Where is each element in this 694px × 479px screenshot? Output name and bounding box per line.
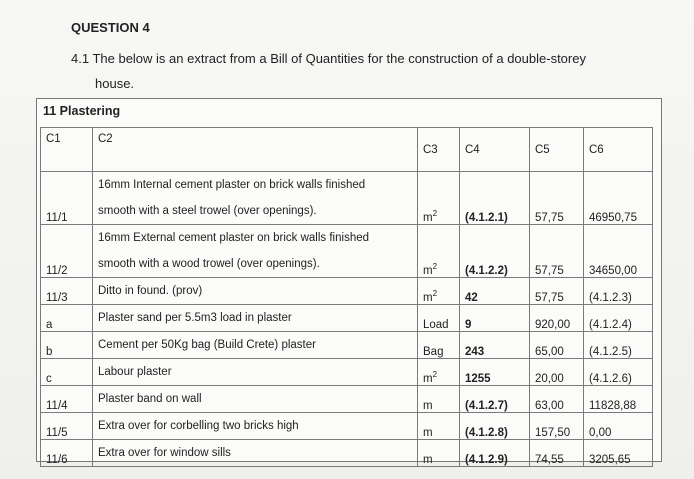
description-cell: Extra over for corbelling two bricks high: [93, 413, 418, 440]
amount-cell: 3205,65: [584, 440, 653, 467]
column-header-c3: C3: [418, 128, 460, 172]
question-intro-line2: house.: [95, 76, 135, 91]
description-cell: Plaster band on wall: [93, 386, 418, 413]
unit-text: m: [423, 427, 433, 439]
question-intro-line1: 4.1 The below is an extract from a Bill of Quantities for the construction of a double-storey: [71, 51, 586, 66]
column-header-c4: C4: [460, 128, 530, 172]
rate-cell: 57,75: [530, 278, 584, 305]
quantity-cell: (4.1.2.9): [460, 440, 530, 467]
unit-text: Load: [423, 319, 449, 331]
unit-text: m: [423, 454, 433, 466]
description-line-2: smooth with a wood trowel (over openings).: [98, 258, 320, 270]
unit-superscript: 2: [432, 262, 438, 272]
unit-cell: [418, 386, 460, 413]
item-code-cell: 11/6: [41, 440, 93, 467]
unit-cell: [418, 225, 460, 278]
column-header-c6: C6: [584, 128, 653, 172]
rate-cell: 157,50: [530, 413, 584, 440]
column-header-c5: C5: [530, 128, 584, 172]
item-code-cell: 11/4: [41, 386, 93, 413]
amount-cell: 0,00: [584, 413, 653, 440]
amount-cell: (4.1.2.3): [584, 278, 653, 305]
table-row: [41, 225, 653, 278]
unit-cell: [418, 172, 460, 225]
column-header-c2: C2: [93, 128, 418, 172]
unit-superscript: 2: [432, 209, 438, 219]
item-code-cell: 11/1: [41, 172, 93, 225]
rate-cell: 57,75: [530, 225, 584, 278]
unit-cell: [418, 413, 460, 440]
quantity-cell: 42: [460, 278, 530, 305]
item-code-cell: 11/3: [41, 278, 93, 305]
description-cell: Plaster sand per 5.5m3 load in plaster: [93, 305, 418, 332]
unit-text: m: [423, 292, 433, 304]
quantity-cell: (4.1.2.2): [460, 225, 530, 278]
rate-cell: 920,00: [530, 305, 584, 332]
item-code-cell: a: [41, 305, 93, 332]
quantity-cell: (4.1.2.1): [460, 172, 530, 225]
table-row: [41, 386, 653, 413]
table-row: [41, 278, 653, 305]
description-line-1: 16mm External cement plaster on brick walls finished: [98, 232, 370, 244]
quantity-cell: (4.1.2.7): [460, 386, 530, 413]
column-header-c1: C1: [41, 128, 93, 172]
description-cell: Extra over for window sills: [93, 440, 418, 467]
unit-cell: [418, 332, 460, 359]
unit-text: m: [423, 400, 433, 412]
table-header-row: [41, 128, 653, 172]
item-code-cell: 11/5: [41, 413, 93, 440]
quantity-cell: 9: [460, 305, 530, 332]
amount-cell: (4.1.2.4): [584, 305, 653, 332]
unit-cell: [418, 359, 460, 386]
unit-superscript: 2: [432, 289, 438, 299]
table-row: [41, 172, 653, 225]
item-code-cell: c: [41, 359, 93, 386]
item-code-cell: 11/2: [41, 225, 93, 278]
amount-cell: 46950,75: [584, 172, 653, 225]
description-cell: Labour plaster: [93, 359, 418, 386]
question-title: QUESTION 4: [71, 20, 150, 35]
rate-cell: 20,00: [530, 359, 584, 386]
unit-text: Bag: [423, 346, 444, 358]
table-row: [41, 332, 653, 359]
amount-cell: (4.1.2.5): [584, 332, 653, 359]
description-cell: Cement per 50Kg bag (Build Crete) plaster: [93, 332, 418, 359]
item-code-cell: b: [41, 332, 93, 359]
rate-cell: 74,55: [530, 440, 584, 467]
description-line-2: smooth with a steel trowel (over openings).: [98, 205, 317, 217]
description-cell: [93, 172, 418, 225]
unit-cell: [418, 278, 460, 305]
unit-text: m: [423, 373, 433, 385]
amount-cell: (4.1.2.6): [584, 359, 653, 386]
description-line-1: 16mm Internal cement plaster on brick walls finished: [98, 179, 366, 191]
quantity-cell: 243: [460, 332, 530, 359]
unit-text: m: [423, 265, 433, 277]
table-row: [41, 359, 653, 386]
bill-of-quantities-table: [40, 127, 653, 467]
description-cell: [93, 225, 418, 278]
table-row: [41, 440, 653, 467]
amount-cell: 11828,88: [584, 386, 653, 413]
rate-cell: 65,00: [530, 332, 584, 359]
rate-cell: 57,75: [530, 172, 584, 225]
table-row: [41, 305, 653, 332]
section-title: 11 Plastering: [43, 104, 121, 118]
unit-cell: [418, 305, 460, 332]
unit-superscript: 2: [432, 370, 438, 380]
quantity-cell: (4.1.2.8): [460, 413, 530, 440]
quantity-cell: 1255: [460, 359, 530, 386]
unit-text: m: [423, 212, 433, 224]
description-cell: Ditto in found. (prov): [93, 278, 418, 305]
amount-cell: 34650,00: [584, 225, 653, 278]
table-row: [41, 413, 653, 440]
unit-cell: [418, 440, 460, 467]
rate-cell: 63,00: [530, 386, 584, 413]
